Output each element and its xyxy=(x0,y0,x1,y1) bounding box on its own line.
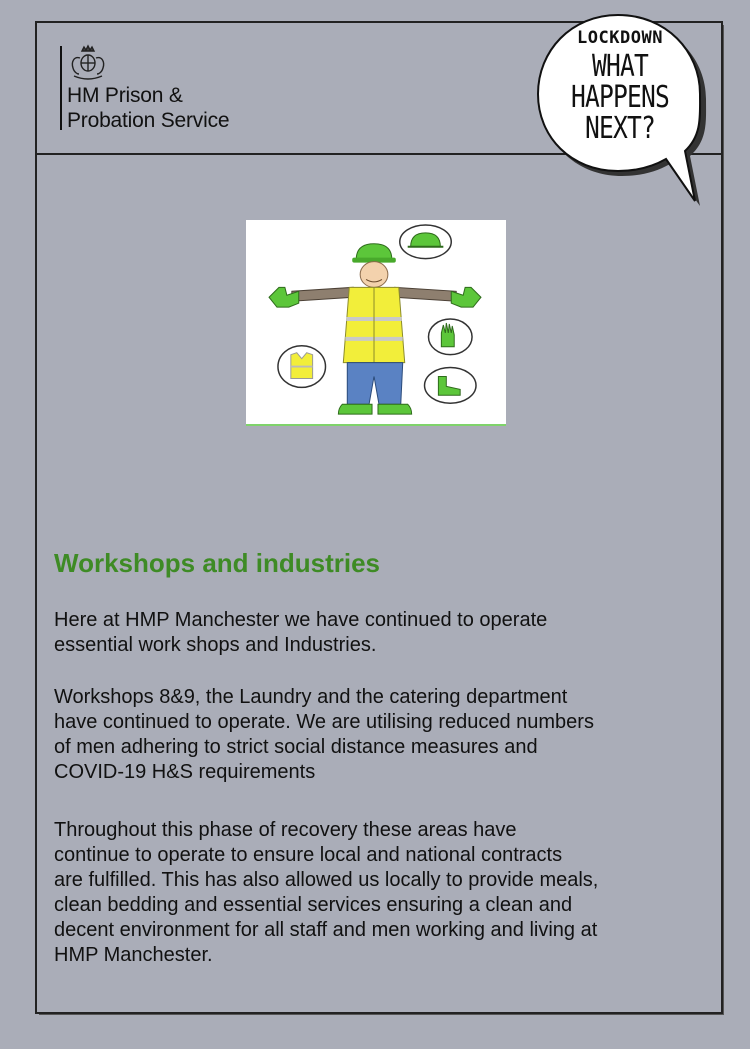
organisation-line-1: HM Prison & xyxy=(67,84,183,107)
logo-rule xyxy=(60,46,62,130)
article-heading: Workshops and industries xyxy=(54,548,381,578)
badge-top-label: LOCKDOWN xyxy=(577,28,663,48)
article-paragraph-2: Workshops 8&9, the Laundry and the catering department have continued to operate. We are utilising reduced numbers of men adhering to strict social distance measures and COVID-19 H&S requirements xyxy=(54,686,594,783)
badge-line-2: HAPPENS xyxy=(571,80,669,115)
royal-crest-icon xyxy=(66,44,110,80)
badge-line-1: WHAT xyxy=(592,49,648,84)
hard-hat-icon xyxy=(400,225,451,259)
article-paragraph-1: Here at HMP Manchester we have continued to operate essential work shops and Industries. xyxy=(54,609,548,656)
hi-vis-vest-icon xyxy=(278,346,326,388)
article-paragraph-3: Throughout this phase of recovery these areas have continue to operate to ensure local and national contracts are fulfilled. This has also allowed us locally to provide meals, clean bedding and essential services ensuring a clean and decent environment for all staff and men working and living at HMP Manchester. xyxy=(54,819,599,966)
glove-icon xyxy=(428,319,472,355)
organisation-name xyxy=(67,83,229,133)
safety-boot-icon xyxy=(425,368,476,404)
worker-illustration xyxy=(246,220,506,424)
badge-line-3: NEXT? xyxy=(585,111,655,146)
organisation-line-2: Probation Service xyxy=(67,109,230,132)
ppe-illustration xyxy=(246,220,506,426)
lockdown-badge xyxy=(545,28,695,144)
